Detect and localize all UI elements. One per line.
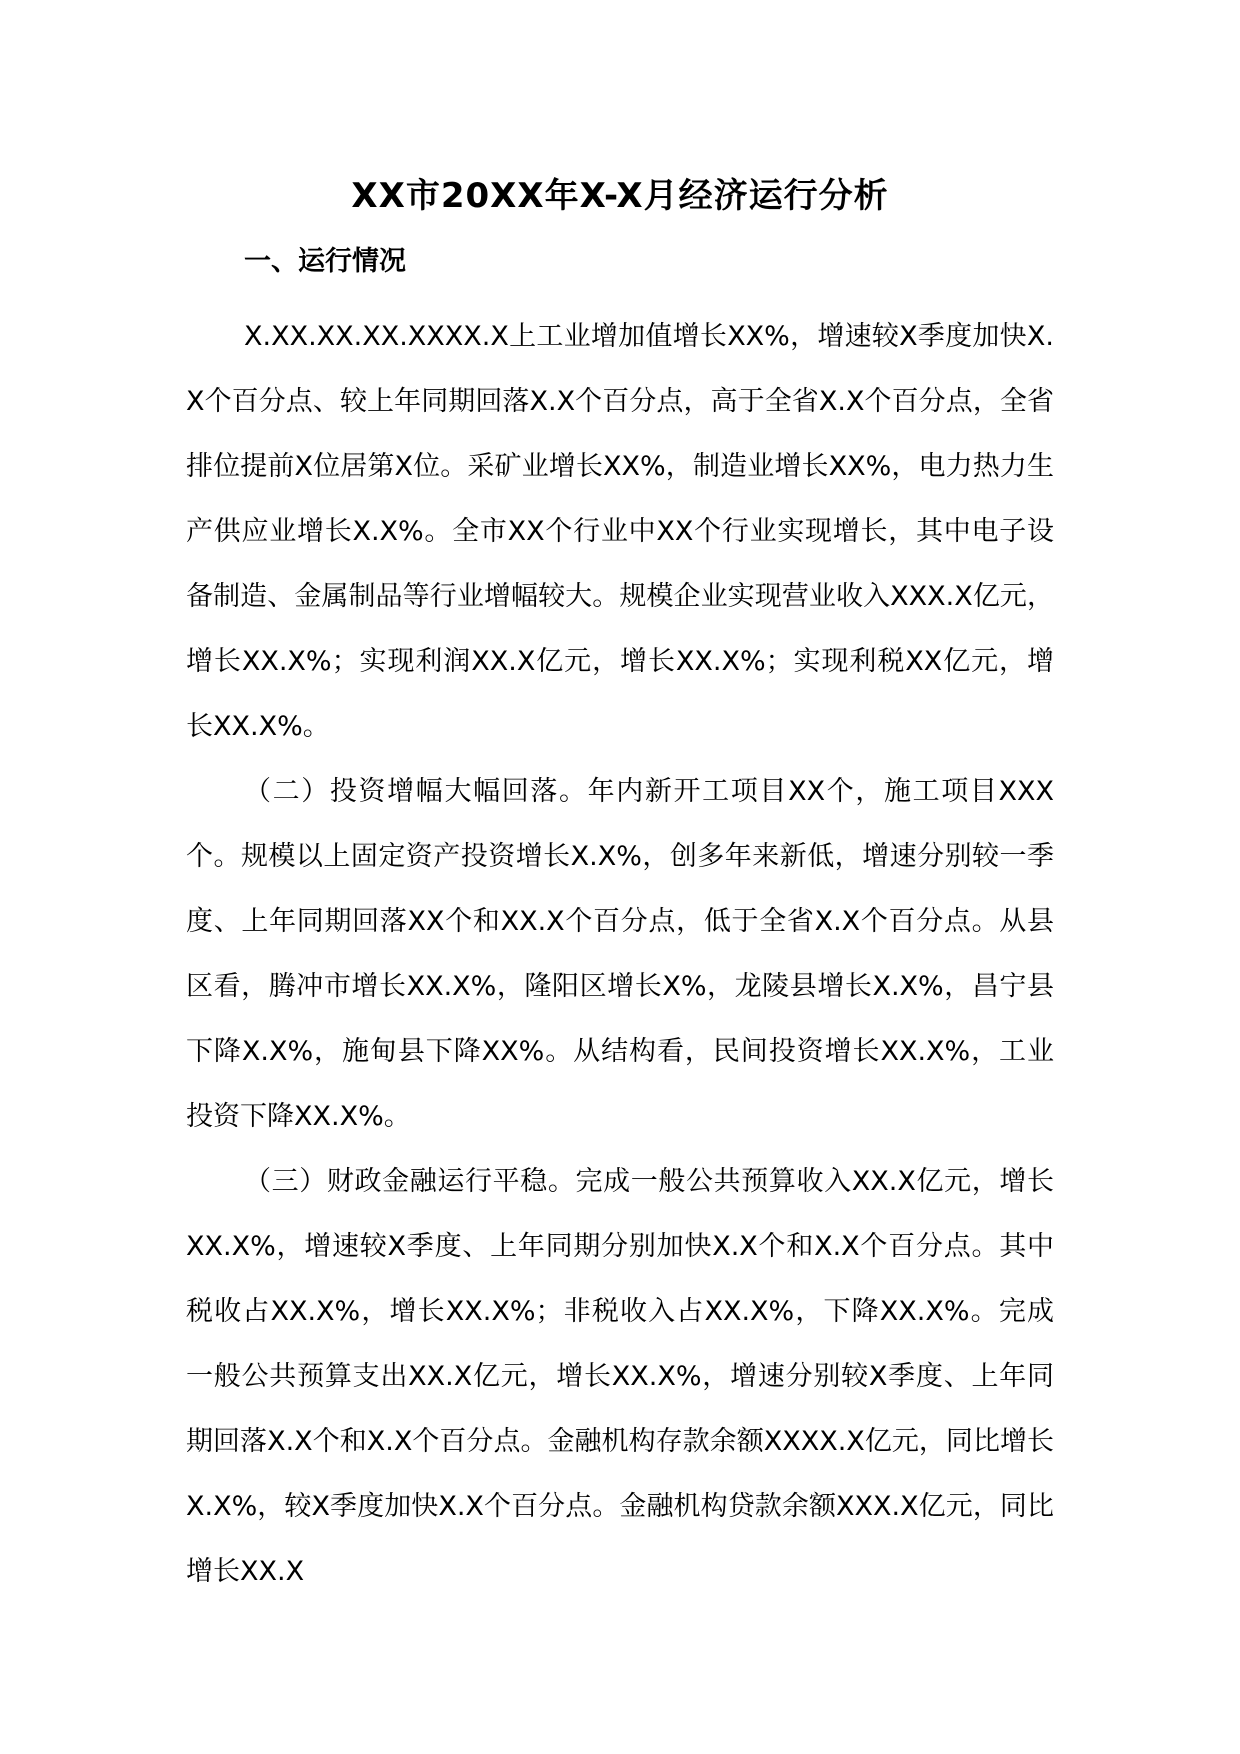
document-body — [186, 304, 1054, 1604]
document-title: XX市20XX年X-X月经济运行分析 — [351, 176, 889, 216]
paragraph-finance: （三）财政金融运行平稳。完成一般公共预算收入XX.X亿元，增长XX.X%，增速较X季度、上年同期分别加快X.X个和X.X个百分点。其中税收占XX.X%，增长XX.X%；非税收入占XX.X%，下降XX.X%。完成一般公共预算支出XX.X亿元，增长XX.X%，增速分别较X季度、上年同期回落X.X个和X.X个百分点。金融机构存款余额XXXX.X亿元，同比增长X.X%，较X季度加快X.X个百分点。金融机构贷款余额XXX.X亿元，同比增长XX.X — [186, 1166, 1054, 1587]
paragraph-investment: （二）投资增幅大幅回落。年内新开工项目XX个，施工项目XXX个。规模以上固定资产投资增长X.X%，创多年来新低，增速分别较一季度、上年同期回落XX个和XX.X个百分点，低于全省X.X个百分点。从县区看，腾冲市增长XX.X%，隆阳区增长X%，龙陵县增长X.X%，昌宁县下降X.X%，施甸县下降XX%。从结构看，民间投资增长XX.X%，工业投资下降XX.X%。 — [186, 776, 1054, 1132]
paragraph-industry: X.XX.XX.XX.XXXX.X上工业增加值增长XX%，增速较X季度加快X.X个百分点、较上年同期回落X.X个百分点，高于全省X.X个百分点，全省排位提前X位居第X位。采矿业增长XX%，制造业增长XX%，电力热力生产供应业增长X.X%。全市XX个行业中XX个行业实现增长，其中电子设备制造、金属制品等行业增幅较大。规模企业实现营业收入XXX.X亿元，增长XX.X%；实现利润XX.X亿元，增长XX.X%；实现利税XX亿元，增长XX.X%。 — [186, 321, 1054, 742]
section-heading: 一、运行情况 — [244, 246, 406, 277]
